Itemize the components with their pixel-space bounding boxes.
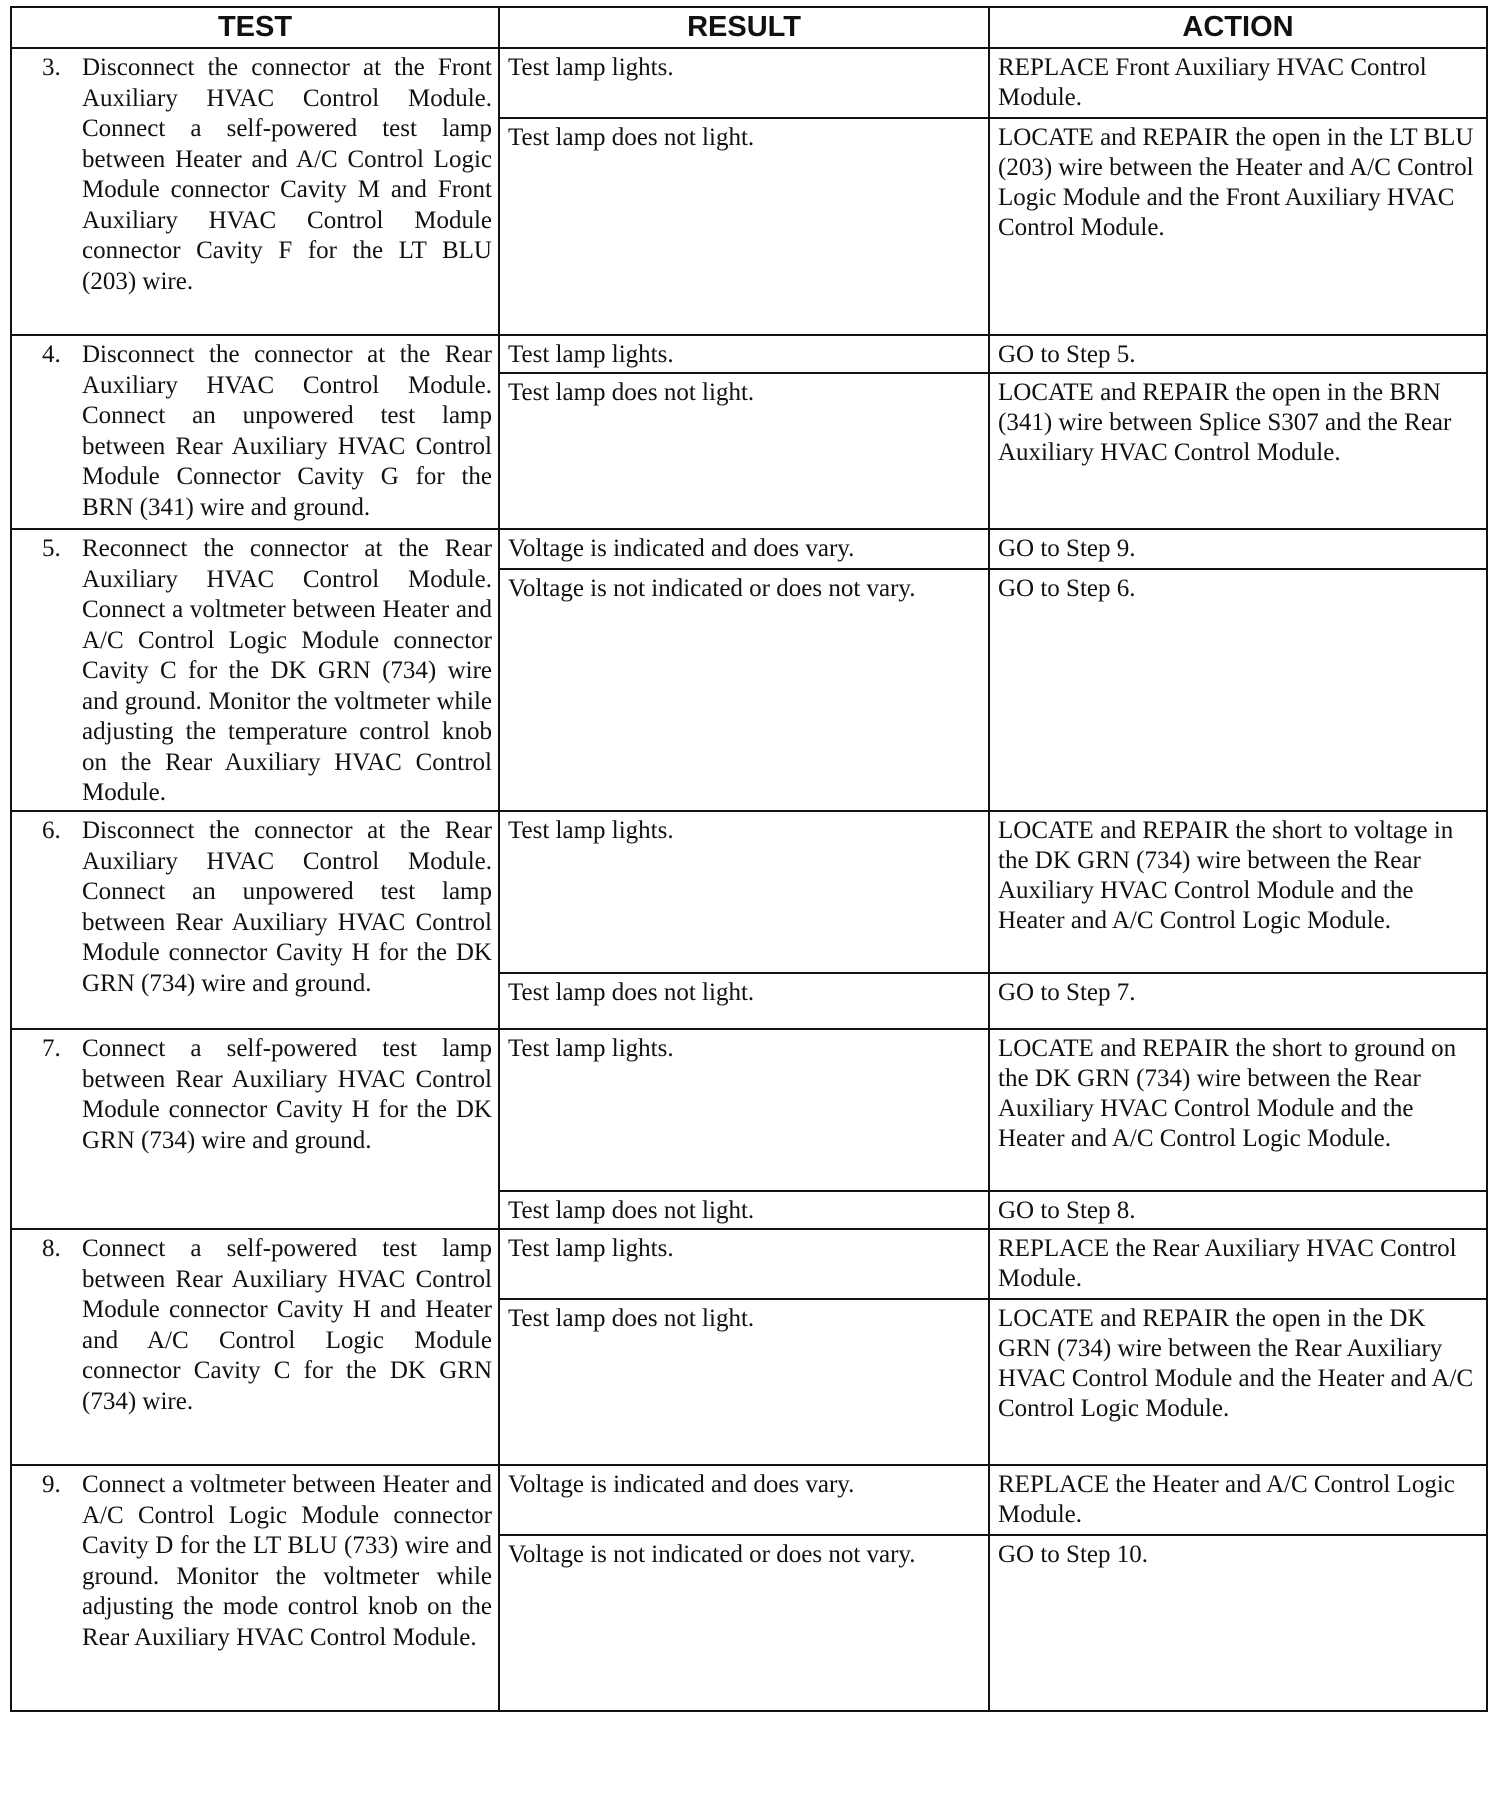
- step-7-group: [11, 1029, 1487, 1229]
- test-description: Disconnect the connector at the Front Auxiliary HVAC Control Module. Connect a self-powered test lamp between Heater and A/C Control Logic Module connector Cavity M and Front Auxiliary HVAC Control Module connector Cavity F for the LT BLU (203) wire.: [82, 54, 492, 295]
- result-cell: Test lamp lights.: [499, 811, 989, 973]
- action-cell: GO to Step 9.: [989, 529, 1487, 569]
- action-cell: LOCATE and REPAIR the short to voltage in the DK GRN (734) wire between the Rear Auxiliary HVAC Control Module and the Heater and A/C Control Logic Module.: [989, 811, 1487, 973]
- test-description: Connect a self-powered test lamp between Rear Auxiliary HVAC Control Module connector Cavity H for the DK GRN (734) wire and ground.: [82, 1035, 492, 1154]
- step-4-group: [11, 335, 1487, 529]
- action-cell: LOCATE and REPAIR the short to ground on the DK GRN (734) wire between the Rear Auxiliary HVAC Control Module and the Heater and A/C Control Logic Module.: [989, 1029, 1487, 1191]
- step-number: 5.: [42, 535, 61, 562]
- test-cell-step-8: [11, 1229, 499, 1465]
- test-cell-step-3: [11, 48, 499, 335]
- result-cell: Test lamp lights.: [499, 335, 989, 373]
- table-row: [11, 529, 1487, 569]
- result-cell: Test lamp lights.: [499, 1229, 989, 1299]
- result-cell: Test lamp lights.: [499, 48, 989, 118]
- test-cell-step-9: [11, 1465, 499, 1711]
- table-row: [11, 1029, 1487, 1191]
- step-5-group: [11, 529, 1487, 811]
- action-cell: REPLACE the Rear Auxiliary HVAC Control Module.: [989, 1229, 1487, 1299]
- test-cell-step-6: [11, 811, 499, 1029]
- header-row: [11, 7, 1487, 48]
- action-cell: GO to Step 5.: [989, 335, 1487, 373]
- document-page: [10, 6, 1486, 1712]
- test-description: Connect a self-powered test lamp between Rear Auxiliary HVAC Control Module connector Cavity H and Heater and A/C Control Logic Module connector Cavity C for the DK GRN (734) wire.: [82, 1235, 492, 1415]
- table-row: [11, 335, 1487, 373]
- result-cell: Test lamp does not light.: [499, 1191, 989, 1229]
- result-cell: Test lamp does not light.: [499, 118, 989, 335]
- table-row: [11, 811, 1487, 973]
- test-description: Reconnect the connector at the Rear Auxiliary HVAC Control Module. Connect a voltmeter between Heater and A/C Control Logic Module connector Cavity C for the DK GRN (734) wire and ground. Monitor the voltmeter while adjusting the temperature control knob on the Rear Auxiliary HVAC Control Module.: [82, 535, 492, 806]
- diagnostic-table: [10, 6, 1488, 1712]
- action-cell: GO to Step 8.: [989, 1191, 1487, 1229]
- action-cell: REPLACE the Heater and A/C Control Logic Module.: [989, 1465, 1487, 1535]
- result-cell: Test lamp does not light.: [499, 1299, 989, 1465]
- header-test: TEST: [11, 7, 499, 48]
- action-cell: LOCATE and REPAIR the open in the DK GRN (734) wire between the Rear Auxiliary HVAC Control Module and the Heater and A/C Control Logic Module.: [989, 1299, 1487, 1465]
- table-row: [11, 1465, 1487, 1535]
- result-cell: Test lamp lights.: [499, 1029, 989, 1191]
- step-number: 9.: [42, 1471, 61, 1498]
- result-cell: Voltage is indicated and does vary.: [499, 529, 989, 569]
- header-result: RESULT: [499, 7, 989, 48]
- header-action: ACTION: [989, 7, 1487, 48]
- step-8-group: [11, 1229, 1487, 1465]
- table-row: [11, 1229, 1487, 1299]
- action-cell: REPLACE Front Auxiliary HVAC Control Module.: [989, 48, 1487, 118]
- test-cell-step-4: [11, 335, 499, 529]
- action-cell: GO to Step 7.: [989, 973, 1487, 1029]
- test-description: Disconnect the connector at the Rear Auxiliary HVAC Control Module. Connect an unpowered test lamp between Rear Auxiliary HVAC Control Module connector Cavity H for the DK GRN (734) wire and ground.: [82, 817, 492, 997]
- result-cell: Voltage is not indicated or does not vary.: [499, 569, 989, 811]
- step-number: 6.: [42, 817, 61, 844]
- test-description: Disconnect the connector at the Rear Auxiliary HVAC Control Module. Connect an unpowered test lamp between Rear Auxiliary HVAC Control Module Connector Cavity G for the BRN (341) wire and ground.: [82, 341, 492, 521]
- result-cell: Voltage is not indicated or does not vary.: [499, 1535, 989, 1711]
- test-cell-step-5: [11, 529, 499, 811]
- result-cell: Test lamp does not light.: [499, 973, 989, 1029]
- table-row: [11, 48, 1487, 118]
- action-cell: GO to Step 10.: [989, 1535, 1487, 1711]
- step-9-group: [11, 1465, 1487, 1711]
- test-cell-step-7: [11, 1029, 499, 1229]
- step-3-group: [11, 48, 1487, 335]
- result-cell: Test lamp does not light.: [499, 373, 989, 529]
- result-cell: Voltage is indicated and does vary.: [499, 1465, 989, 1535]
- action-cell: LOCATE and REPAIR the open in the LT BLU (203) wire between the Heater and A/C Control Logic Module and the Front Auxiliary HVAC Control Module.: [989, 118, 1487, 335]
- step-number: 7.: [42, 1035, 61, 1062]
- step-number: 3.: [42, 54, 61, 81]
- action-cell: GO to Step 6.: [989, 569, 1487, 811]
- test-description: Connect a voltmeter between Heater and A/C Control Logic Module connector Cavity D for the LT BLU (733) wire and ground. Monitor the voltmeter while adjusting the mode control knob on the Rear Auxiliary HVAC Control Module.: [82, 1471, 492, 1651]
- step-number: 8.: [42, 1235, 61, 1262]
- step-number: 4.: [42, 341, 61, 368]
- action-cell: LOCATE and REPAIR the open in the BRN (341) wire between Splice S307 and the Rear Auxiliary HVAC Control Module.: [989, 373, 1487, 529]
- step-6-group: [11, 811, 1487, 1029]
